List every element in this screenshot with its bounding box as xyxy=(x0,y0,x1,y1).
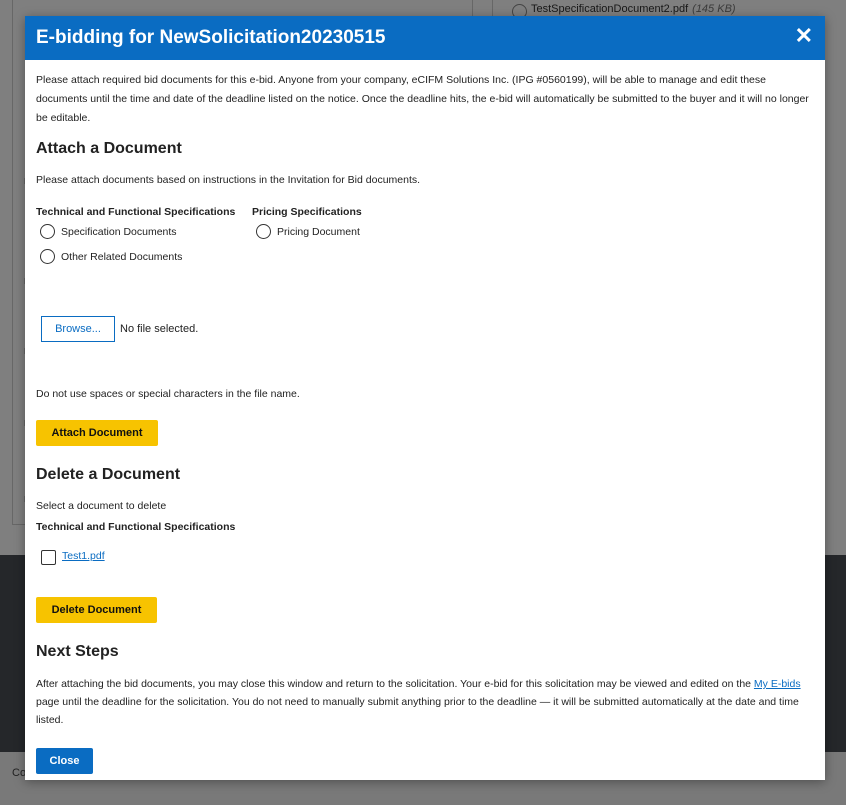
document-checkbox[interactable] xyxy=(41,550,56,565)
no-file-status: No file selected. xyxy=(120,323,199,335)
next-steps-title: Next Steps xyxy=(36,643,119,660)
technical-specs-group-title: Technical and Functional Specifications xyxy=(36,206,236,218)
radio-specification-documents[interactable] xyxy=(40,224,177,239)
ebid-modal xyxy=(25,16,825,780)
browse-button[interactable]: Browse... xyxy=(41,316,115,342)
delete-section-title: Delete a Document xyxy=(36,466,181,483)
radio-button[interactable] xyxy=(40,249,55,264)
attach-document-button[interactable]: Attach Document xyxy=(36,420,158,446)
delete-select-hint: Select a document to delete xyxy=(36,500,167,512)
delete-document-button[interactable]: Delete Document xyxy=(36,597,157,623)
radio-button[interactable] xyxy=(40,224,55,239)
pricing-specs-group-title: Pricing Specifications xyxy=(252,206,362,218)
next-steps-text xyxy=(36,675,816,729)
radio-label: Pricing Document xyxy=(277,225,360,238)
radio-pricing-document[interactable] xyxy=(256,224,360,239)
radio-button[interactable] xyxy=(256,224,271,239)
my-ebids-link[interactable]: My E-bids xyxy=(753,678,801,690)
next-steps-text-before: After attaching the bid documents, you may close this window and return to the solicitation. Your e-bid for this solicitation may be viewed and edited on the xyxy=(36,678,754,690)
close-button[interactable]: Close xyxy=(36,748,93,774)
file-name-hint: Do not use spaces or special characters in the file name. xyxy=(36,388,300,400)
radio-other-related-documents[interactable] xyxy=(40,249,182,264)
intro-text: Please attach required bid documents for this e-bid. Anyone from your company, eCIFM Solutions Inc. (IPG #0560199), will be able to manage and edit these documents until the time and date of the deadline listed on the notice. Once the deadline hits, the e-bid will automatically be submitted to the buyer and it will no longer be editable. xyxy=(36,74,809,124)
radio-label: Specification Documents xyxy=(61,225,177,238)
document-file-link[interactable]: Test1.pdf xyxy=(62,550,105,562)
attach-description: Please attach documents based on instructions in the Invitation for Bid documents. xyxy=(36,174,421,186)
modal-title: E-bidding for NewSolicitation20230515 xyxy=(36,27,386,48)
delete-group-title: Technical and Functional Specifications xyxy=(36,521,236,533)
close-icon[interactable]: ✕ xyxy=(794,23,813,48)
radio-label: Other Related Documents xyxy=(61,250,183,263)
attach-section-title: Attach a Document xyxy=(36,140,182,157)
modal-header xyxy=(25,16,825,60)
next-steps-text-after: page until the deadline for the solicitation. You do not need to manually submit anything prior to the deadline — it will be submitted automatically at the date and time listed. xyxy=(36,696,799,726)
